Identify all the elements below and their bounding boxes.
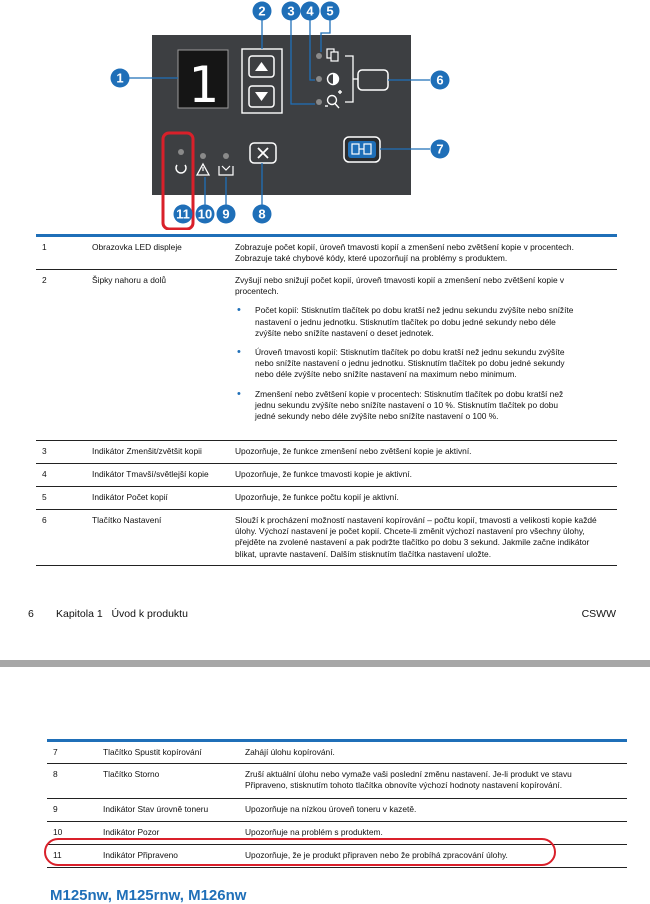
list-item: • Zmenšení nebo zvětšení kopie v procentech: Stisknutím tlačítek po dobu kratší než jednu sekundu zvýšíte nebo snížíte nastavení o 10 %. Stisknutím tlačítek po dobu jedné sekundy nebo déle zvýšíte nebo snížíte nastavení o 100 %. bbox=[235, 389, 580, 423]
table-row: 2 Šipky nahoru a dolů Zvyšují nebo snižují počet kopií, úroveň tmavosti kopií a zmenšení nebo zvětšení kopie v procentech. • Počet kopií: Stisknutím tlačítek po dobu kratší než jednu sekundu zvýšíte nebo snížíte nastavení o jednu jednotku. Stisknutím tlačítek po dobu jedné sekundy nebo déle zvýšíte nebo snížíte nastavení o deset jednotek. • Úroveň tmavosti kopií: Stisknutím tlačítek po dobu kratší než jednu sekundu zvýšíte nebo snížíte nastavení o jednu jednotku. Stisknutím tlačítek po dobu jedné sekundy nebo déle zvýšíte nebo snížíte nastavení na maximum nebo minimum. • Zmenšení nebo zvětšení kopie v procentech: Stisknutím tlačítek po dobu kratší než jednu sekundu zvýšíte nebo snížíte nastavení o 10 %. Stisknutím tlačítek po dobu jedné sekundy nebo déle zvýšíte nebo snížíte nastavení o 100 %. bbox=[36, 270, 617, 441]
page-number: 6 bbox=[28, 608, 34, 620]
svg-text:10: 10 bbox=[197, 206, 213, 222]
table-row: 10 Indikátor Pozor Upozorňuje na problém s produktem. bbox=[47, 822, 627, 845]
table-row: 9 Indikátor Stav úrovně toneru Upozorňuje na nízkou úroveň toneru v kazetě. bbox=[47, 799, 627, 822]
callout-11 bbox=[174, 205, 193, 224]
table-row: 5 Indikátor Počet kopií Upozorňuje, že funkce počtu kopií je aktivní. bbox=[36, 487, 617, 510]
settings-button[interactable] bbox=[358, 70, 388, 90]
copies-led bbox=[316, 53, 322, 59]
callout-3 bbox=[282, 2, 301, 21]
callout-9 bbox=[217, 205, 236, 224]
callout-4 bbox=[301, 2, 320, 21]
svg-text:8: 8 bbox=[258, 206, 266, 222]
svg-text:5: 5 bbox=[326, 3, 334, 19]
led-display-digit: 1 bbox=[187, 56, 219, 114]
callout-10 bbox=[196, 205, 215, 224]
svg-text:3: 3 bbox=[287, 3, 295, 19]
page-divider bbox=[0, 660, 650, 667]
table-row: 8 Tlačítko Storno Zruší aktuální úlohu nebo vymaže vaši poslední změnu nastavení. Je-li produkt ve stavu Připraveno, stisknutím tohoto tlačítka obnovíte výchozí hodnoty nastavení kopírování. bbox=[47, 764, 627, 799]
list-item: • Úroveň tmavosti kopií: Stisknutím tlačítek po dobu kratší než jednu sekundu zvýšíte nebo snížíte nastavení o jednu jednotku. Stisknutím tlačítek po dobu jedné sekundy nebo déle zvýšíte nebo snížíte nastavení na maximum nebo minimum. bbox=[235, 347, 580, 381]
controls-table-1 bbox=[36, 234, 617, 566]
callout-6 bbox=[431, 71, 450, 90]
svg-text:9: 9 bbox=[222, 206, 230, 222]
svg-text:4: 4 bbox=[306, 3, 314, 19]
table-row: 1 Obrazovka LED displeje Zobrazuje počet kopií, úroveň tmavosti kopií a zmenšení nebo zvětšení kopie v procentech. Zobrazuje také chybové kódy, které upozorňují na problémy s produktem. bbox=[36, 237, 617, 270]
row-11-highlight bbox=[44, 838, 556, 866]
table-row: 3 Indikátor Zmenšit/zvětšit kopii Upozorňuje, že funkce zmenšení nebo zvětšení kopie je aktivní. bbox=[36, 441, 617, 464]
chapter-footer: Kapitola 1 Úvod k produktu bbox=[56, 608, 188, 620]
callout-8 bbox=[253, 205, 272, 224]
callout-5 bbox=[321, 2, 340, 21]
callout-2 bbox=[253, 2, 272, 21]
cancel-button[interactable] bbox=[250, 143, 276, 163]
toner-led bbox=[223, 153, 229, 159]
table-row: 11 Indikátor Připraveno Upozorňuje, že je produkt připraven nebo že probíhá zpracování úlohy. bbox=[47, 845, 627, 868]
svg-text:11: 11 bbox=[176, 206, 190, 222]
table-row: 7 Tlačítko Spustit kopírování Zahájí úlohu kopírování. bbox=[47, 742, 627, 764]
footer-right-label: CSWW bbox=[581, 608, 616, 620]
attention-led bbox=[200, 153, 206, 159]
table-row: 4 Indikátor Tmavší/světlejší kopie Upozorňuje, že funkce tmavosti kopie je aktivní. bbox=[36, 464, 617, 487]
arrow-up-button[interactable] bbox=[249, 56, 274, 77]
control-panel-illustration bbox=[0, 0, 650, 230]
svg-text:1: 1 bbox=[116, 70, 124, 86]
svg-text:7: 7 bbox=[436, 141, 444, 157]
callout-7 bbox=[431, 140, 450, 159]
table-row: 6 Tlačítko Nastavení Slouží k procházení možností nastavení kopírování – počtu kopií, tmavosti a velikosti kopie každé úlohy. Výchozí nastavení je počet kopií. Chcete-li změnit výchozí nastavení pro všechny úlohy, přejděte na zvolené nastavení a pak podržte tlačítko po dobu 3 sekund. Jakmile začne indikátor blikat, upravte nastavení. Dalším stisknutím tlačítka nastavení uložte. bbox=[36, 510, 617, 566]
ready-led bbox=[178, 149, 184, 155]
callout-1 bbox=[111, 69, 130, 88]
start-copy-button[interactable] bbox=[344, 137, 380, 162]
svg-text:2: 2 bbox=[258, 3, 266, 19]
svg-text:6: 6 bbox=[436, 72, 444, 88]
contrast-led bbox=[316, 76, 322, 82]
section-heading: M125nw, M125rnw, M126nw bbox=[50, 887, 247, 904]
arrow-down-button[interactable] bbox=[249, 86, 274, 107]
list-item: • Počet kopií: Stisknutím tlačítek po dobu kratší než jednu sekundu zvýšíte nebo snížíte nastavení o jednu jednotku. Stisknutím tlačítek po dobu jedné sekundy nebo déle zvýšíte nebo snížíte nastavení o deset jednotek. bbox=[235, 305, 580, 339]
zoom-led bbox=[316, 99, 322, 105]
